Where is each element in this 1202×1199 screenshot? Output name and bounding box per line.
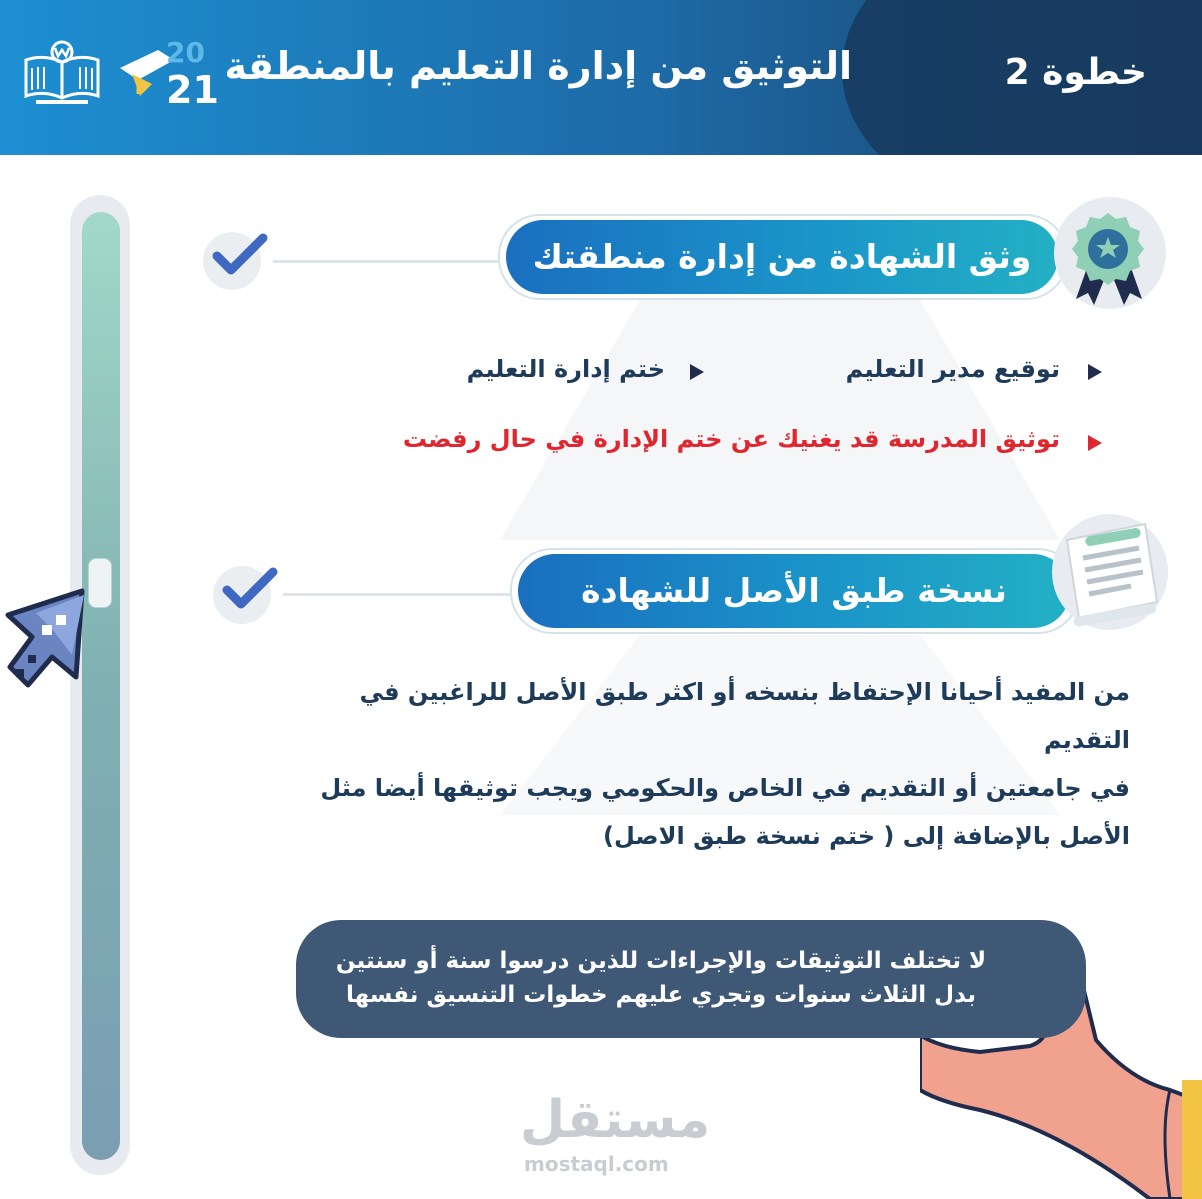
paragraph-line-1: من المفيد أحيانا الإحتفاظ بنسخه أو اكثر طبق الأصل للراغبين في التقديم [359, 678, 1130, 754]
note-line-2: بدل الثلاث سنوات وتجري عليهم خطوات التنسيق نفسها [345, 982, 977, 1008]
check-circle-1 [203, 232, 261, 290]
check-icon [207, 226, 271, 286]
bullet-1 [1088, 364, 1102, 380]
year-bottom: 21 [166, 68, 219, 112]
header-banner [0, 0, 1202, 155]
warning-text: توثيق المدرسة قد يغنيك عن ختم الإدارة في حال رفضت [402, 425, 1060, 453]
item-directorate-stamp: ختم إدارة التعليم [466, 355, 665, 383]
bullet-warning [1088, 435, 1102, 451]
watermark-latin: mostaql.com [524, 1152, 669, 1176]
pointer-cursor-icon [2, 585, 112, 700]
paragraph-certified-copy [310, 668, 1130, 860]
note-line-1: لا تختلف التوثيقات والإجراءات للذين درسوا سنة أو سنتين [335, 948, 987, 974]
check-circle-2 [213, 566, 271, 624]
section1-title: وثق الشهادة من إدارة منطقتك [506, 220, 1058, 294]
note-box [296, 920, 1086, 1038]
paragraph-line-2: في جامعتين أو التقديم في الخاص والحكومي ويجب توثيقها أيضا مثل [320, 774, 1130, 802]
certificate-scroll-icon [1045, 510, 1175, 635]
watermark-arabic: مستقل [520, 1090, 711, 1150]
step-label: خطوة 2 [1004, 52, 1147, 93]
year-logo [118, 36, 219, 118]
connector-1 [273, 260, 498, 263]
section2-title: نسخة طبق الأصل للشهادة [518, 554, 1070, 628]
page-title: التوثيق من إدارة التعليم بالمنطقة [224, 44, 852, 88]
item-director-signature: توقيع مدير التعليم [845, 355, 1060, 383]
decor-fan-1 [500, 300, 1060, 540]
paragraph-line-3: الأصل بالإضافة إلى ( ختم نسخة طبق الاصل) [603, 822, 1130, 850]
book-logo-icon [22, 40, 102, 106]
check-icon [217, 560, 281, 620]
award-badge-icon [1050, 195, 1168, 320]
bullet-2 [690, 364, 704, 380]
connector-2 [283, 593, 511, 596]
year-top: 20 [166, 36, 205, 69]
